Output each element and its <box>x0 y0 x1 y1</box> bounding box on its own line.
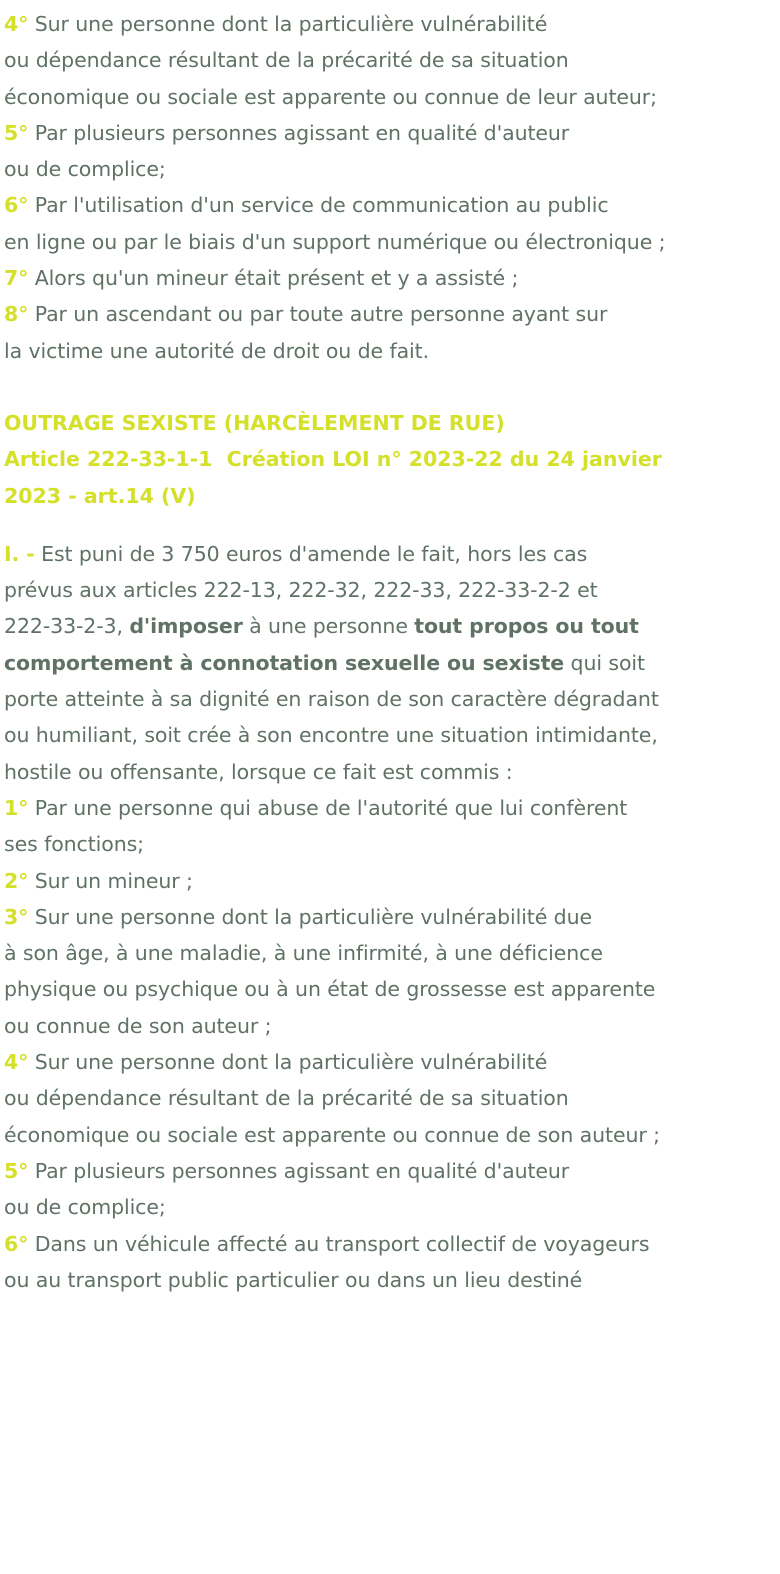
list-item-continuation: ou dépendance résultant de la précarité de sa situation <box>4 48 569 73</box>
aggravating-circumstances-list-bottom <box>4 790 772 1298</box>
section-heading-group <box>4 405 772 514</box>
section-reference-line-2: 2023 - art.14 (V) <box>4 483 196 508</box>
list-item-text: Sur une personne dont la particulière vulnérabilité <box>28 12 548 36</box>
list-item-text: Dans un véhicule affecté au transport collectif de voyageurs <box>28 1231 650 1256</box>
list-item <box>4 1153 772 1189</box>
paragraph-i-line-4 <box>4 645 772 681</box>
list-item-text: Par plusieurs personnes agissant en qualité d'auteur <box>28 1158 570 1183</box>
list-item-text: Par un ascendant ou par toute autre personne ayant sur <box>28 302 608 327</box>
paragraph-i-line-3-part-3: à une personne <box>242 614 415 639</box>
paragraph-i-line-6: ou humiliant, soit crée à son encontre une situation intimidante, <box>4 723 658 748</box>
paragraph-i-emphasis-propos: tout propos ou tout <box>414 614 639 639</box>
list-marker: 1° <box>4 795 29 820</box>
list-marker: 4° <box>4 12 29 36</box>
list-marker: 5° <box>4 1158 29 1183</box>
paragraph-i-line-5: porte atteinte à sa dignité en raison de son caractère dégradant <box>4 687 659 712</box>
list-marker: 6° <box>4 1231 29 1256</box>
list-marker: 5° <box>4 120 29 145</box>
list-item-continuation: en ligne ou par le biais d'un support numérique ou électronique ; <box>4 229 666 254</box>
list-item-continuation: économique ou sociale est apparente ou connue de son auteur ; <box>4 1122 660 1147</box>
list-item <box>4 260 772 296</box>
list-item <box>4 790 772 826</box>
list-item <box>4 296 772 332</box>
list-item-text: Sur un mineur ; <box>28 868 193 893</box>
list-item-continuation: la victime une autorité de droit ou de fait. <box>4 338 429 363</box>
paragraph-i-line-2: prévus aux articles 222-13, 222-32, 222-33, 222-33-2-2 et <box>4 578 598 603</box>
list-item-continuation: ou de complice; <box>4 1195 166 1220</box>
list-item-continuation: à son âge, à une maladie, à une infirmité, à une déficience <box>4 941 603 966</box>
list-item-text: Alors qu'un mineur était présent et y a assisté ; <box>28 266 519 291</box>
list-item-text: Par une personne qui abuse de l'autorité que lui confèrent <box>28 795 628 820</box>
section-title: OUTRAGE SEXISTE (HARCÈLEMENT DE RUE) <box>4 410 505 435</box>
section-reference-line-1: Article 222-33-1-1 Création LOI n° 2023-22 du 24 janvier <box>4 447 662 472</box>
list-marker: 7° <box>4 266 29 291</box>
list-marker: 6° <box>4 193 29 218</box>
list-marker: 3° <box>4 904 29 929</box>
paragraph-i-line-3 <box>4 608 772 644</box>
list-item <box>4 115 772 151</box>
list-marker: 8° <box>4 302 29 327</box>
paragraph-i <box>4 536 772 790</box>
list-item-continuation: économique ou sociale est apparente ou connue de leur auteur; <box>4 84 657 109</box>
list-item <box>4 1044 772 1080</box>
list-item-text: Sur une personne dont la particulière vulnérabilité due <box>28 904 592 929</box>
list-marker: 2° <box>4 868 29 893</box>
list-item-continuation: ou dépendance résultant de la précarité de sa situation <box>4 1086 569 1111</box>
list-item-continuation: ses fonctions; <box>4 832 144 857</box>
paragraph-marker: I. - <box>4 541 35 566</box>
list-item-text: Par plusieurs personnes agissant en qualité d'auteur <box>28 120 570 145</box>
list-item-continuation: ou connue de son auteur ; <box>4 1013 272 1038</box>
list-item-continuation: ou au transport public particulier ou dans un lieu destiné <box>4 1267 583 1292</box>
list-item <box>4 863 772 899</box>
list-item-text: Sur une personne dont la particulière vulnérabilité <box>28 1050 548 1075</box>
paragraph-i-text: Est puni de 3 750 euros d'amende le fait, hors les cas <box>34 541 588 566</box>
list-item-continuation: ou de complice; <box>4 157 166 182</box>
list-marker: 4° <box>4 1050 29 1075</box>
paragraph-i-emphasis-comportement: comportement à connotation sexuelle ou sexiste <box>4 650 565 675</box>
list-item-text: Par l'utilisation d'un service de communication au public <box>28 193 609 218</box>
paragraph-i-line-4-part-2: qui soit <box>564 650 645 675</box>
list-item <box>4 187 772 223</box>
paragraph-i-line-3-part-1: 222-33-2-3, <box>4 614 130 639</box>
list-item <box>4 1226 772 1262</box>
paragraph-spacer <box>4 514 772 536</box>
aggravating-circumstances-list-top <box>4 6 772 369</box>
list-item <box>4 899 772 935</box>
section-spacer <box>4 369 772 405</box>
list-item-continuation: physique ou psychique ou à un état de grossesse est apparente <box>4 977 656 1002</box>
list-item <box>4 6 772 42</box>
paragraph-i-line-7: hostile ou offensante, lorsque ce fait est commis : <box>4 759 513 784</box>
paragraph-i-line-1 <box>4 536 772 572</box>
paragraph-i-emphasis-imposer: d'imposer <box>129 614 243 639</box>
